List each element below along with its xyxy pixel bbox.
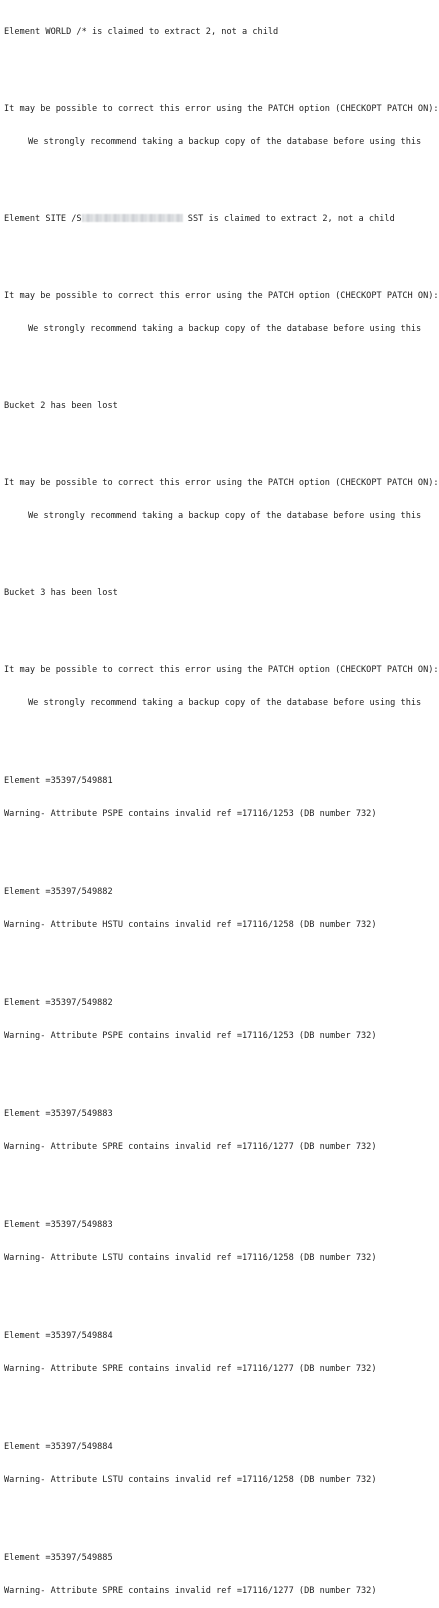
site-suffix: SST is claimed to extract 2, not a child bbox=[187, 214, 395, 224]
blank-line bbox=[4, 842, 427, 854]
blank-line bbox=[4, 1286, 427, 1298]
redacted-text bbox=[82, 214, 183, 222]
blank-line bbox=[4, 170, 427, 181]
warning-line: Warning- Attribute HSTU contains invalid ref =17116/1258 (DB number 732) bbox=[4, 920, 377, 930]
element-line: Element =35397/549883 bbox=[4, 1220, 113, 1230]
warning-line: Warning- Attribute SPRE contains invalid ref =17116/1277 (DB number 732) bbox=[4, 1586, 377, 1596]
bucket-lost-line: Bucket 3 has been lost bbox=[4, 588, 118, 598]
element-line: Element =35397/549882 bbox=[4, 998, 113, 1008]
patch-hint-line: It may be possible to correct this error using the PATCH option (CHECKOPT PATCH ON): bbox=[4, 104, 439, 114]
warning-line: Warning- Attribute SPRE contains invalid ref =17116/1277 (DB number 732) bbox=[4, 1364, 377, 1374]
blank-line bbox=[4, 544, 427, 555]
blank-line bbox=[4, 1397, 427, 1409]
blank-line bbox=[4, 247, 427, 258]
blank-line bbox=[4, 621, 427, 632]
warning-line: Warning- Attribute LSTU contains invalid ref =17116/1258 (DB number 732) bbox=[4, 1475, 377, 1485]
element-line: Element =35397/549884 bbox=[4, 1442, 113, 1452]
warning-line: Warning- Attribute PSPE contains invalid ref =17116/1253 (DB number 732) bbox=[4, 809, 377, 819]
backup-hint-line: We strongly recommend taking a backup copy of the database before using this bbox=[28, 137, 422, 147]
backup-hint-line: We strongly recommend taking a backup copy of the database before using this bbox=[28, 324, 422, 334]
patch-hint-line: It may be possible to correct this error using the PATCH option (CHECKOPT PATCH ON): bbox=[4, 291, 439, 301]
blank-line bbox=[4, 1064, 427, 1076]
blank-line bbox=[4, 953, 427, 965]
element-line: Element =35397/549885 bbox=[4, 1553, 113, 1563]
blank-line bbox=[4, 60, 427, 71]
blank-line bbox=[4, 731, 427, 743]
element-line: Element =35397/549881 bbox=[4, 776, 113, 786]
blank-line bbox=[4, 1508, 427, 1520]
site-prefix: Element SITE /S bbox=[4, 214, 82, 224]
blank-line bbox=[4, 1175, 427, 1187]
patch-hint-line: It may be possible to correct this error using the PATCH option (CHECKOPT PATCH ON): bbox=[4, 665, 439, 675]
element-line: Element =35397/549882 bbox=[4, 887, 113, 897]
warning-line: Warning- Attribute LSTU contains invalid ref =17116/1258 (DB number 732) bbox=[4, 1253, 377, 1263]
blank-line bbox=[4, 434, 427, 445]
blank-line bbox=[4, 357, 427, 368]
element-line: Element =35397/549883 bbox=[4, 1109, 113, 1119]
console-line: Element WORLD /* is claimed to extract 2, not a child bbox=[4, 27, 279, 37]
warning-line: Warning- Attribute PSPE contains invalid ref =17116/1253 (DB number 732) bbox=[4, 1031, 377, 1041]
patch-hint-line: It may be possible to correct this error using the PATCH option (CHECKOPT PATCH ON): bbox=[4, 478, 439, 488]
element-line: Element =35397/549884 bbox=[4, 1331, 113, 1341]
console-line bbox=[4, 214, 427, 225]
bucket-lost-line: Bucket 2 has been lost bbox=[4, 401, 118, 411]
console-output bbox=[4, 5, 439, 1608]
backup-hint-line: We strongly recommend taking a backup copy of the database before using this bbox=[28, 511, 422, 521]
warning-line: Warning- Attribute SPRE contains invalid ref =17116/1277 (DB number 732) bbox=[4, 1142, 377, 1152]
backup-hint-line: We strongly recommend taking a backup copy of the database before using this bbox=[28, 698, 422, 708]
